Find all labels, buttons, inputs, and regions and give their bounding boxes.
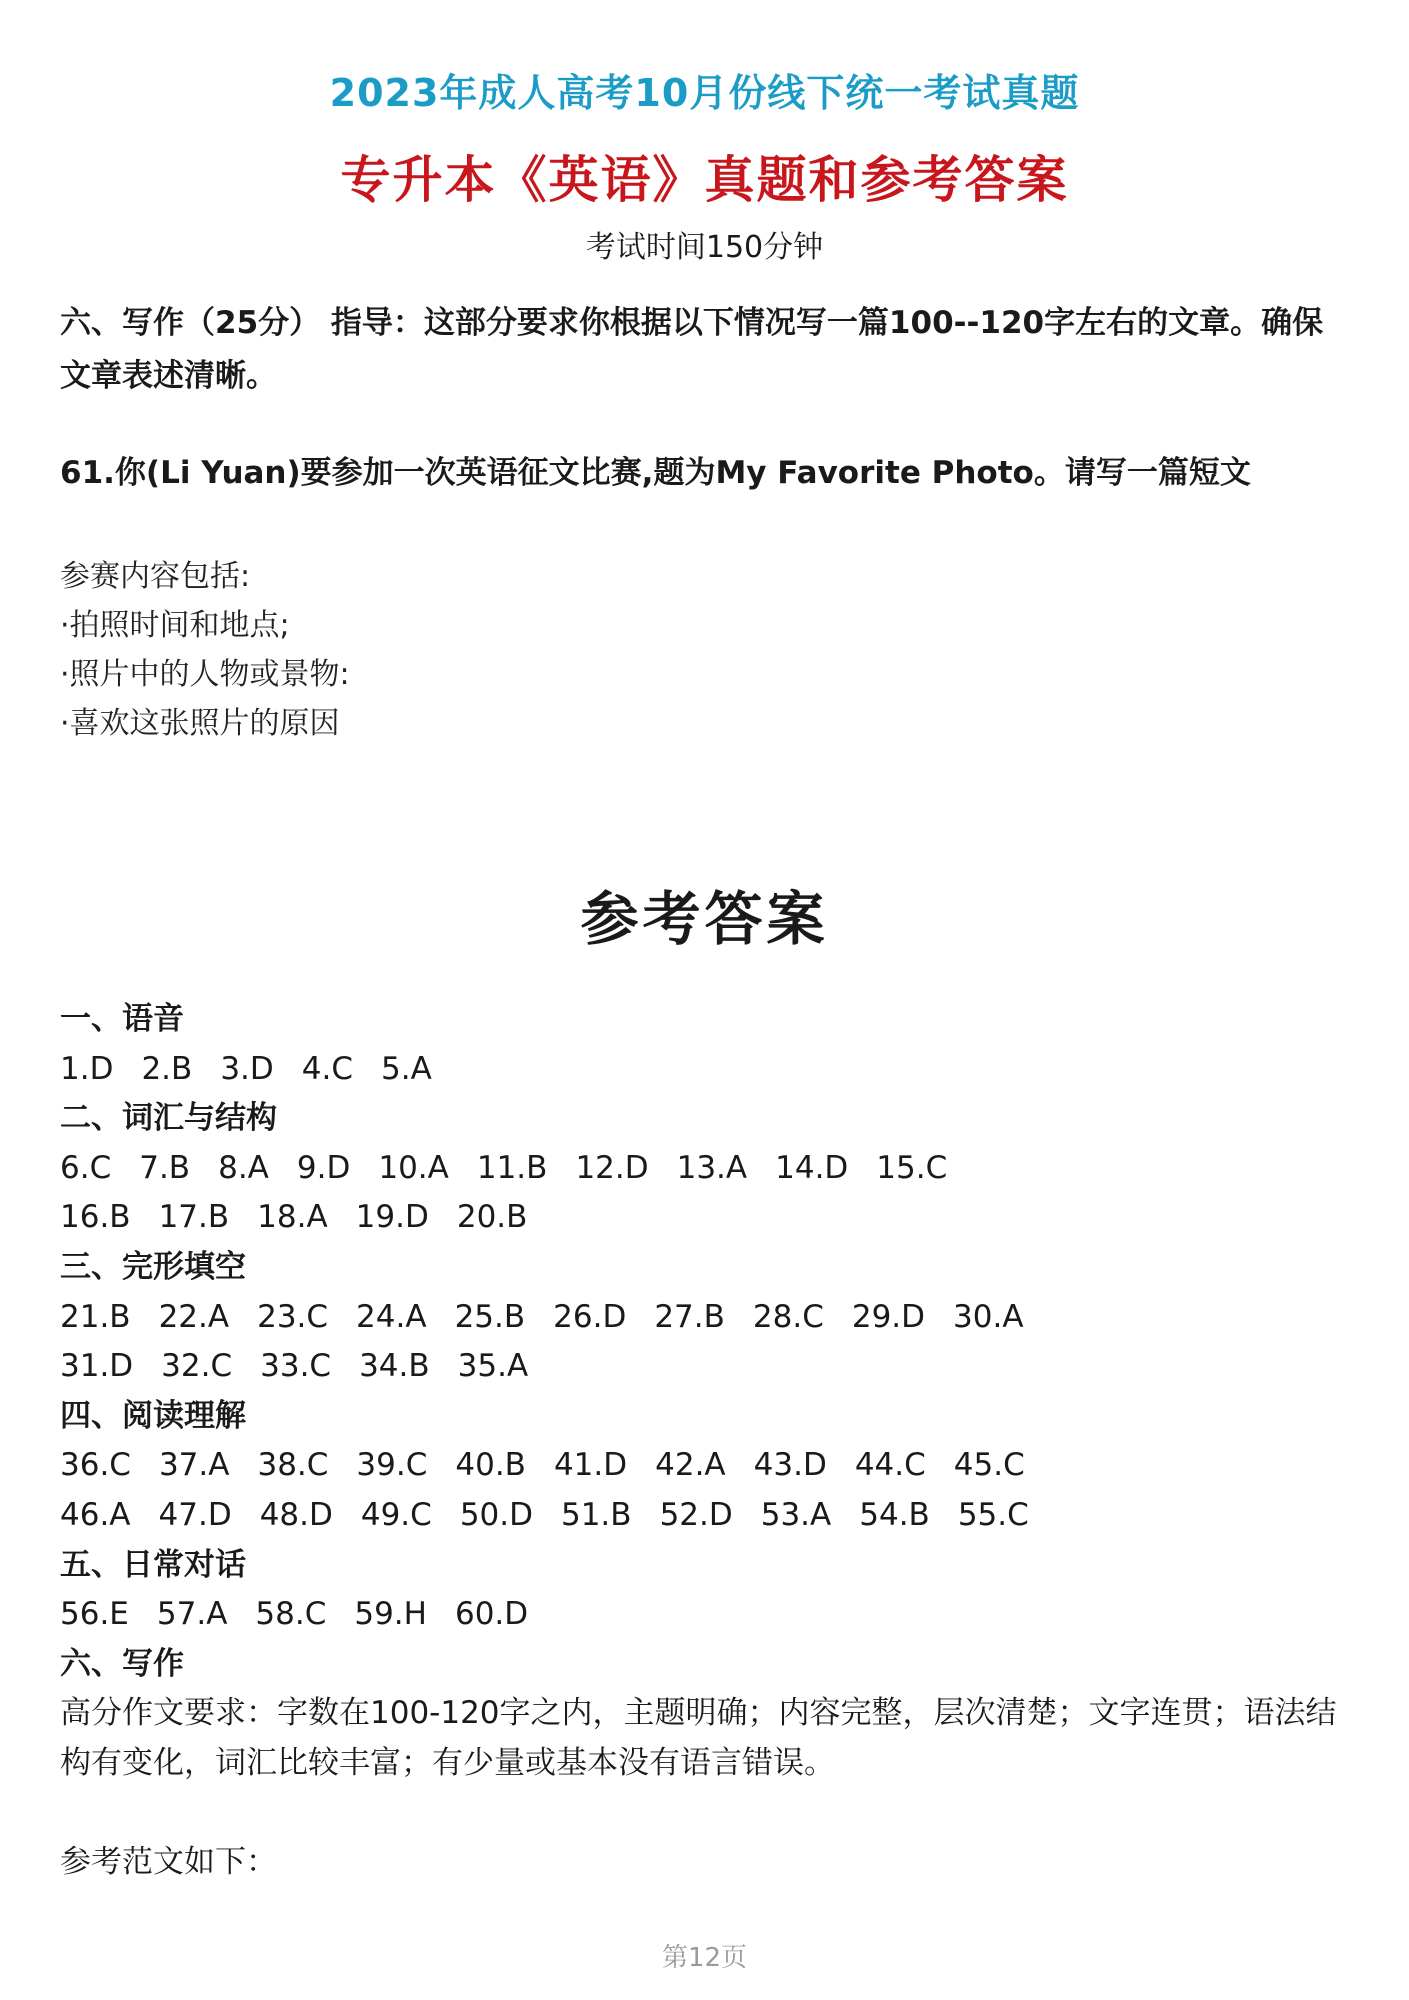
answer-item: 47.D <box>158 1496 232 1533</box>
answer-item: 58.C <box>255 1596 327 1633</box>
answer-item: 41.D <box>553 1447 628 1484</box>
answer-item: 22.A <box>158 1298 230 1335</box>
answer-item: 50.D <box>459 1496 533 1533</box>
answer-item: 35.A <box>457 1348 529 1385</box>
answer-item: 9.D <box>296 1149 351 1186</box>
page-number: 第12页 <box>661 1943 748 1973</box>
requirement-item: ·喜欢这张照片的原因 <box>60 706 340 741</box>
writing-instruction: 六、写作（25分） 指导：这部分要求你根据以下情况写一篇100--120字左右的文章。确保文章表述清晰。 <box>60 305 1324 394</box>
answer-row <box>60 1441 1350 1491</box>
section-heading: 四、阅读理解 <box>60 1397 246 1434</box>
answer-item: 32.C <box>161 1348 233 1385</box>
answer-item: 33.C <box>260 1348 332 1385</box>
requirements-intro: 参赛内容包括: <box>60 559 251 594</box>
answer-item: 27.B <box>654 1298 725 1335</box>
writing-question: 61.你(Li Yuan)要参加一次英语征文比赛,题为My Favorite Photo。请写一篇短文 <box>60 455 1251 491</box>
answer-item: 54.B <box>859 1496 930 1533</box>
answer-item: 31.D <box>60 1348 134 1385</box>
answer-item: 13.A <box>676 1149 748 1186</box>
answer-item: 24.A <box>356 1298 427 1335</box>
answer-item: 7.B <box>139 1149 191 1186</box>
exam-time: 考试时间150分钟 <box>585 230 824 265</box>
answer-item: 21.B <box>60 1298 131 1335</box>
section-heading: 二、词汇与结构 <box>60 1100 277 1137</box>
answer-item: 45.C <box>953 1447 1025 1484</box>
document-subtitle: 专升本《英语》真题和参考答案 <box>340 151 1069 209</box>
answer-item: 55.C <box>957 1496 1029 1533</box>
answer-item: 8.A <box>218 1149 269 1186</box>
answer-item: 44.C <box>854 1447 926 1484</box>
answer-item: 18.A <box>257 1199 328 1236</box>
answer-row <box>60 1590 1350 1640</box>
answer-item: 23.C <box>257 1298 329 1335</box>
answer-item: 14.D <box>775 1149 849 1186</box>
answer-item: 34.B <box>359 1348 430 1385</box>
answer-item: 59.H <box>354 1596 427 1633</box>
answer-item: 37.A <box>158 1447 230 1484</box>
answer-key <box>60 995 1350 1888</box>
answer-item: 57.A <box>156 1596 228 1633</box>
section-heading: 一、语音 <box>60 1001 184 1037</box>
answer-item: 60.D <box>454 1596 529 1633</box>
answer-sections <box>60 995 1350 1640</box>
answer-item: 38.C <box>257 1447 329 1484</box>
answer-item: 3.D <box>220 1050 274 1087</box>
answer-item: 19.D <box>355 1199 429 1236</box>
answer-item: 36.C <box>60 1447 131 1484</box>
answer-item: 12.D <box>575 1149 649 1186</box>
section-heading: 五、日常对话 <box>60 1546 246 1583</box>
answer-item: 28.C <box>752 1298 824 1335</box>
writing-requirements <box>60 552 1350 748</box>
answer-item: 25.B <box>454 1298 526 1335</box>
writing-scoring-requirement: 高分作文要求：字数在100-120字之内，主题明确；内容完整，层次清楚；文字连贯；语法结构有变化，词汇比较丰富；有少量或基本没有语言错误。 <box>60 1695 1337 1781</box>
sample-essay-intro: 参考范文如下： <box>60 1844 277 1881</box>
answer-item: 42.A <box>655 1447 726 1484</box>
answer-item: 10.A <box>378 1149 449 1186</box>
answers-title: 参考答案 <box>580 885 829 953</box>
answer-item: 49.C <box>360 1496 432 1533</box>
answer-item: 56.E <box>60 1596 129 1633</box>
requirement-item: ·拍照时间和地点; <box>60 608 290 643</box>
answer-item: 29.D <box>851 1298 926 1335</box>
answer-item: 11.B <box>476 1149 548 1186</box>
answer-item: 52.D <box>659 1496 733 1533</box>
answer-row <box>60 1293 1350 1343</box>
answer-row <box>60 1491 1350 1541</box>
answer-item: 30.A <box>953 1298 1024 1335</box>
answer-item: 6.C <box>60 1149 112 1186</box>
answer-item: 5.A <box>381 1050 432 1087</box>
answer-item: 46.A <box>60 1496 131 1533</box>
answer-item: 16.B <box>60 1199 131 1236</box>
answer-item: 26.D <box>553 1298 627 1335</box>
requirement-item: ·照片中的人物或景物: <box>60 657 350 692</box>
answer-item: 51.B <box>560 1496 632 1533</box>
answer-item: 1.D <box>60 1050 114 1087</box>
answer-row <box>60 1045 1350 1095</box>
answer-item: 48.D <box>259 1496 333 1533</box>
answer-item: 17.B <box>158 1199 230 1236</box>
answer-item: 15.C <box>876 1149 948 1186</box>
section-heading: 三、完形填空 <box>60 1248 246 1285</box>
answer-item: 43.D <box>753 1447 827 1484</box>
answer-row <box>60 1193 1350 1243</box>
answer-item: 40.B <box>455 1447 526 1484</box>
answer-item: 20.B <box>456 1199 528 1236</box>
answer-item: 2.B <box>141 1050 193 1087</box>
answer-item: 39.C <box>356 1447 428 1484</box>
answer-row <box>60 1144 1350 1194</box>
section-heading-writing: 六、写作 <box>60 1645 184 1682</box>
answer-row <box>60 1342 1350 1392</box>
document-title: 2023年成人高考10月份线下统一考试真题 <box>329 71 1080 115</box>
answer-item: 4.C <box>301 1050 353 1087</box>
answer-item: 53.A <box>760 1496 832 1533</box>
